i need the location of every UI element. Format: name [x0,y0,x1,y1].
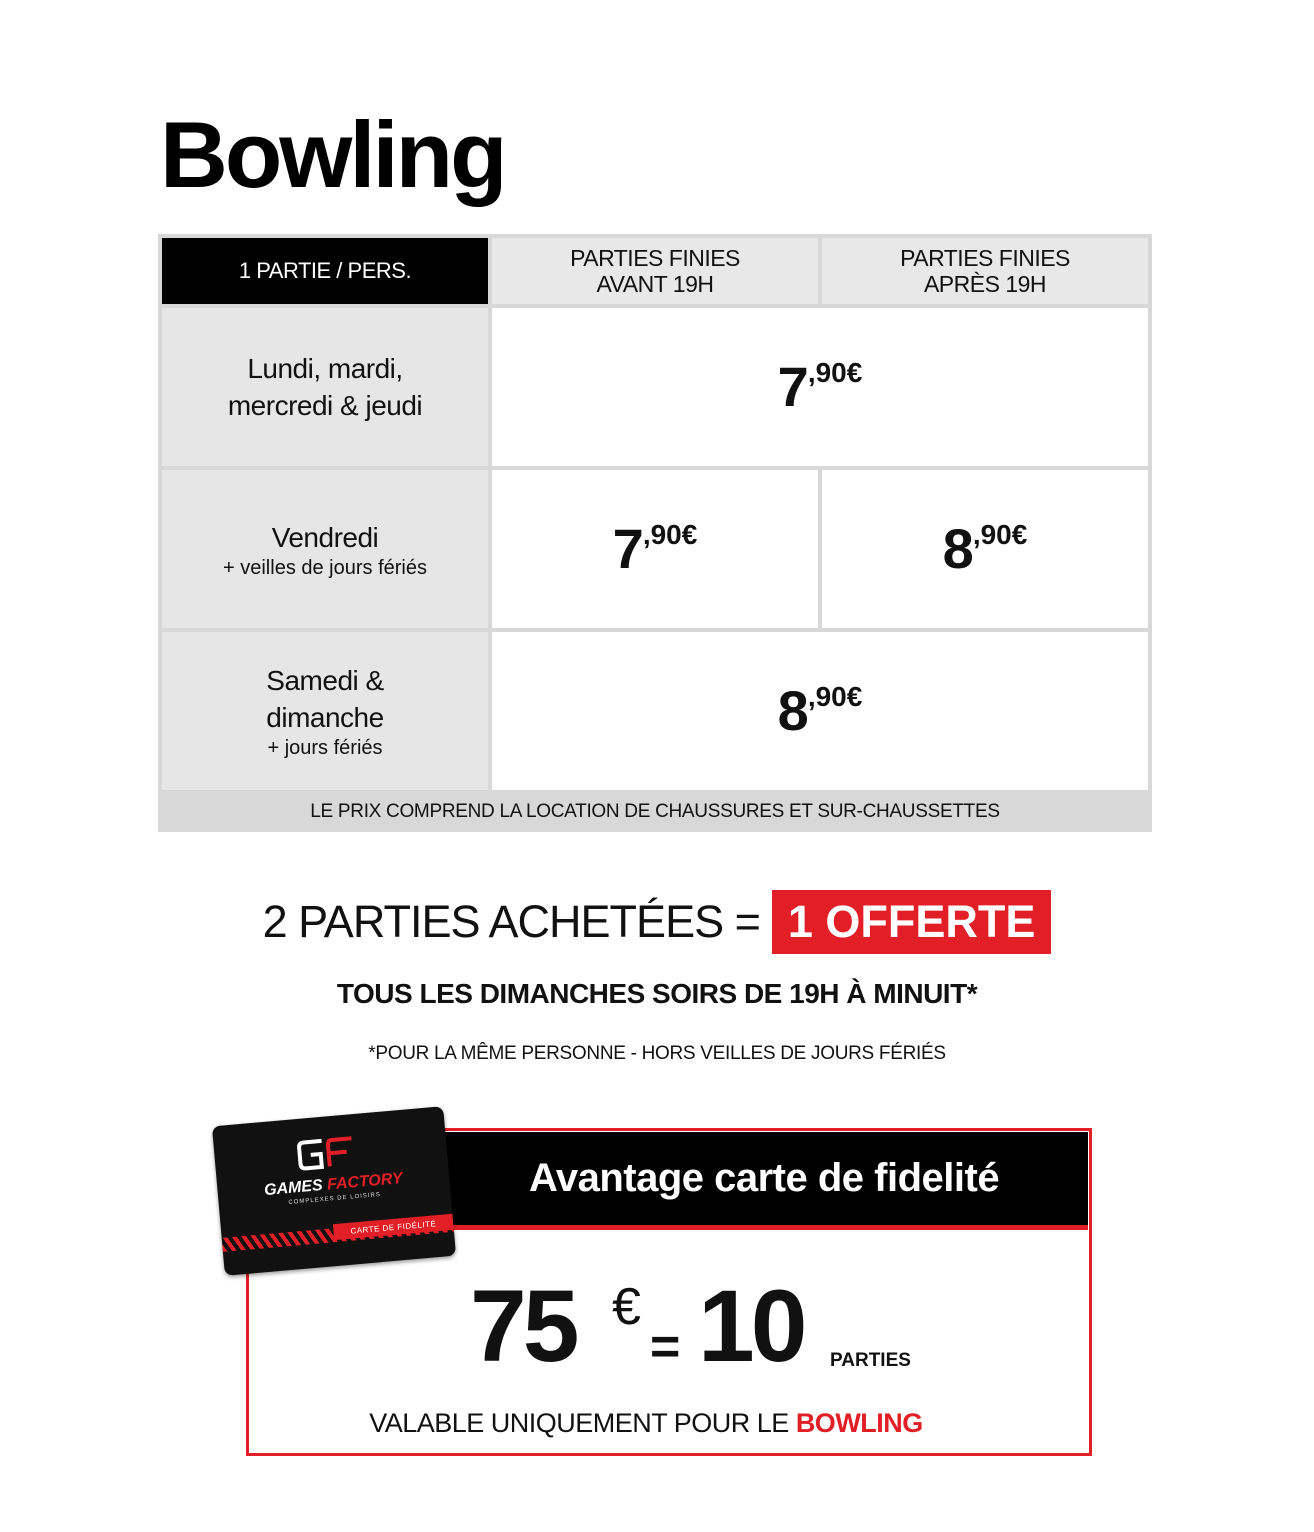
table-header-after-19h [822,238,1148,304]
table-footnote-text: LE PRIX COMPREND LA LOCATION DE CHAUSSURES ET SUR-CHAUSSETTES [310,801,1000,822]
day-label-line2: mercredi & jeudi [227,390,423,421]
price-dec: ,90€ [807,681,863,712]
price-dec: ,90€ [642,519,698,550]
loyalty-currency: € [612,1278,641,1336]
day-label-line1: Lundi, mardi, [247,353,403,384]
table-row-friday [162,470,488,628]
table-footnote [158,792,1152,832]
promo-headline-text: 2 PARTIES ACHETÉES = [262,896,760,947]
card-label: CARTE DE FIDÉLITÉ [333,1214,454,1240]
day-label-sub: + jours fériés [267,737,383,759]
price-friday-after [942,517,1028,580]
price-cell-friday-before [492,470,818,628]
promo-note: *POUR LA MÊME PERSONNE - HORS VEILLES DE JOURS FÉRIÉS [368,1043,946,1064]
table-header-before-19h [492,238,818,304]
price-weekday [777,355,863,418]
loyalty-heading-text: Avantage carte de fidelité [528,1156,1000,1200]
price-dec: ,90€ [807,357,863,388]
day-label-sub: + veilles de jours fériés [223,556,427,579]
promo-line [263,890,1052,954]
loyalty-heading [440,1132,1088,1230]
price-int: 7 [612,517,643,580]
price-cell-weekday [492,308,1148,466]
price-int: 8 [942,517,973,580]
loyalty-card-image [212,1106,456,1276]
loyalty-validity [0,1408,1292,1439]
price-int: 7 [777,355,808,418]
validity-prefix: VALABLE UNIQUEMENT POUR LE [369,1408,796,1438]
header-after-line2: APRÈS 19H [923,271,1047,297]
loyalty-amount: 75 [470,1269,576,1383]
header-before-line1: PARTIES FINIES [570,245,740,271]
loyalty-games-unit: PARTIES [830,1350,911,1371]
page-title: Bowling [160,102,505,207]
price-cell-friday-after [822,470,1148,628]
table-row-weekend [162,632,488,790]
price-friday-before [612,517,698,580]
price-cell-weekend [492,632,1148,790]
header-after-line1: PARTIES FINIES [900,245,1070,271]
games-factory-logo-icon [295,1134,358,1173]
promo-subline: TOUS LES DIMANCHES SOIRS DE 19H À MINUIT* [336,978,978,1009]
table-row-weekday [162,308,488,466]
validity-highlight: BOWLING [795,1408,923,1438]
price-weekend [777,679,863,742]
price-dec: ,90€ [972,519,1028,550]
price-int: 8 [777,679,808,742]
promo-headline [0,890,1314,954]
header-before-line2: AVANT 19H [596,271,714,297]
day-label-line1: Samedi & [266,665,384,696]
header-label-text: 1 PARTIE / PERS. [238,258,412,283]
day-label-line2: dimanche [266,702,384,733]
loyalty-equals: = [650,1318,681,1376]
card-brand-part2: FACTORY [326,1169,404,1194]
loyalty-games-count: 10 [698,1269,804,1383]
card-brand-part1: GAMES [263,1177,324,1200]
offer-badge: 1 OFFERTE [772,890,1052,954]
day-label-line1: Vendredi [271,521,379,553]
price-table [158,234,1152,832]
card-tagline: COMPLEXES DE LOISIRS [288,1191,382,1206]
table-header-label [162,238,488,304]
loyalty-offer [470,1269,930,1385]
